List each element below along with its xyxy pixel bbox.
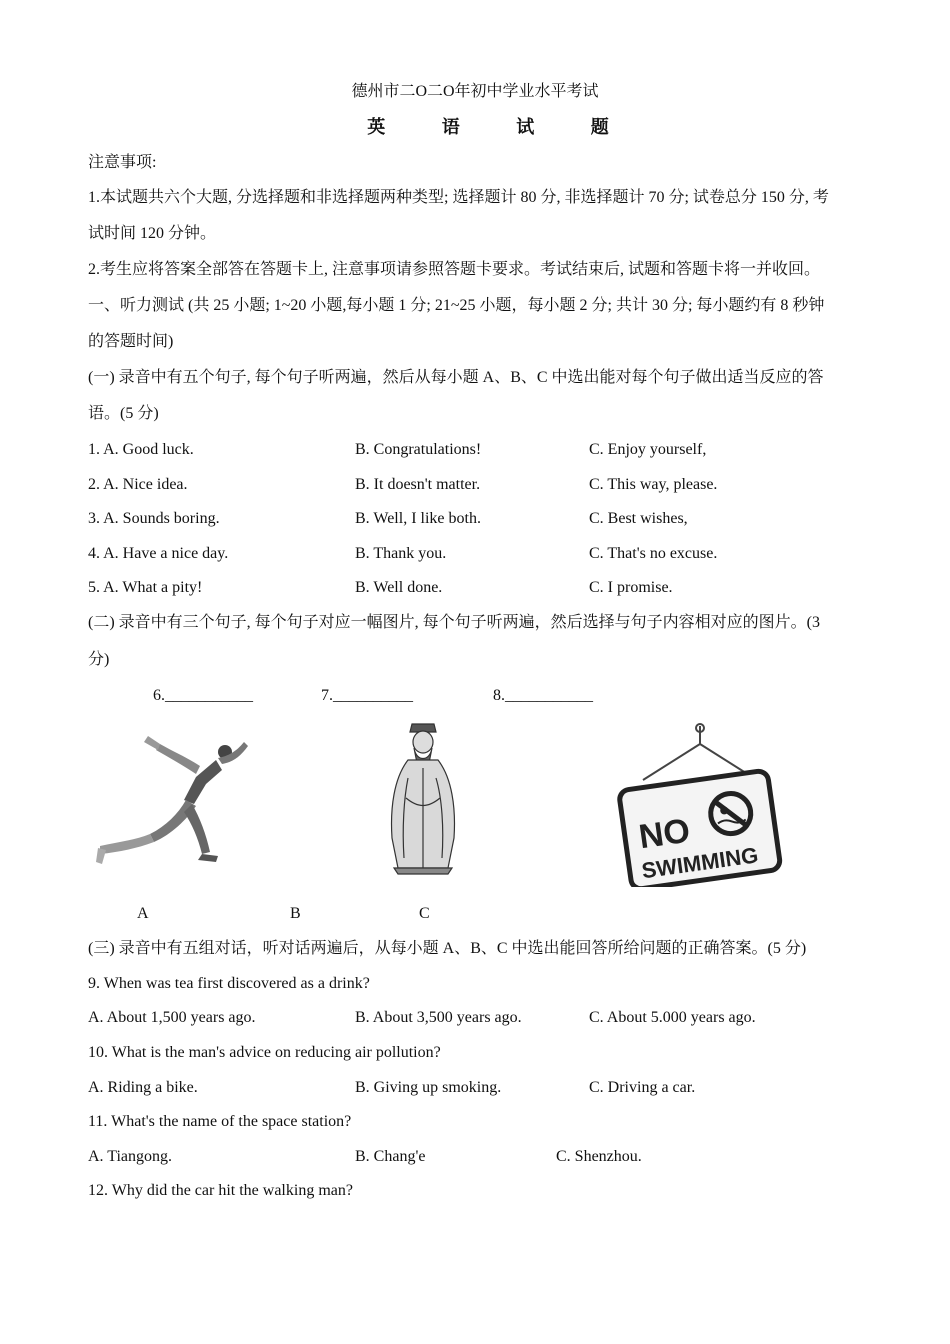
q2-option-c: C. This way, please. xyxy=(589,476,718,493)
section2-line-1: (二) 录音中有三个句子, 每个句子对应一幅图片, 每个句子听两遍，然后选择与句子内容相对应的图片。(3 xyxy=(88,614,820,631)
q11-option-c: C. Shenzhou. xyxy=(556,1148,642,1165)
blank-7: 7.__________ xyxy=(321,687,413,704)
q10-option-b: B. Giving up smoking. xyxy=(355,1079,502,1096)
section2-line-2: 分) xyxy=(88,651,110,668)
section3-line-1: (三) 录音中有五组对话，听对话两遍后，从每小题 A、B、C 中选出能回答所给问题的正确答案。(5 分) xyxy=(88,940,807,957)
q11-option-a: A. Tiangong. xyxy=(88,1148,173,1165)
notice-heading: 注意事项: xyxy=(88,154,157,171)
notice-item-1-line-2: 试时间 120 分钟。 xyxy=(88,225,217,242)
q9-option-b: B. About 3,500 years ago. xyxy=(355,1009,522,1026)
q3-option-c: C. Best wishes, xyxy=(589,510,688,527)
sign-text-swimming: SWIMMING xyxy=(640,842,760,884)
exam-subtitle: 德州市二O二O年初中学业水平考试 xyxy=(351,83,599,100)
q12-stem: 12. Why did the car hit the walking man? xyxy=(88,1182,353,1199)
q4-option-c: C. That's no excuse. xyxy=(589,545,718,562)
q11-option-b: B. Chang'e xyxy=(355,1148,426,1165)
q10-stem: 10. What is the man's advice on reducing air pollution? xyxy=(88,1044,441,1061)
q10-option-a: A. Riding a bike. xyxy=(88,1079,198,1096)
section1-line-1: (一) 录音中有五个句子, 每个句子听两遍，然后从每小题 A、B、C 中选出能对每个句子做出适当反应的答 xyxy=(88,369,824,386)
section1-line-2: 语。(5 分) xyxy=(88,405,159,422)
q9-option-c: C. About 5.000 years ago. xyxy=(589,1009,756,1026)
q9-stem: 9. When was tea first discovered as a drink? xyxy=(88,975,370,992)
no-swimming-sign-picture xyxy=(615,722,785,887)
q11-stem: 11. What's the name of the space station? xyxy=(88,1113,352,1130)
blank-6: 6.___________ xyxy=(153,687,253,704)
q5-option-c: C. I promise. xyxy=(589,579,673,596)
picture-label-c: C xyxy=(419,905,430,922)
q2-option-a: 2. A. Nice idea. xyxy=(88,476,188,493)
q1-option-a: 1. A. Good luck. xyxy=(88,441,194,458)
part1-line-1: 一、听力测试 (共 25 小题; 1~20 小题,每小题 1 分; 21~25 小题，每小题 2 分; 共计 30 分; 每小题约有 8 秒钟 xyxy=(88,297,825,314)
q4-option-b: B. Thank you. xyxy=(355,545,447,562)
exam-title: 英 语 试 题 xyxy=(367,117,635,137)
q3-option-b: B. Well, I like both. xyxy=(355,510,481,527)
q10-option-c: C. Driving a car. xyxy=(589,1079,696,1096)
q2-option-b: B. It doesn't matter. xyxy=(355,476,481,493)
blank-8: 8.___________ xyxy=(493,687,593,704)
part1-line-2: 的答题时间) xyxy=(88,333,174,350)
q5-option-a: 5. A. What a pity! xyxy=(88,579,203,596)
notice-item-1-line-1: 1.本试题共六个大题, 分选择题和非选择题两种类型; 选择题计 80 分, 非选择题计 70 分; 试卷总分 150 分, 考 xyxy=(88,189,829,206)
picture-label-b: B xyxy=(290,905,301,922)
q4-option-a: 4. A. Have a nice day. xyxy=(88,545,229,562)
picture-label-a: A xyxy=(137,905,149,922)
q3-option-a: 3. A. Sounds boring. xyxy=(88,510,220,527)
q1-option-c: C. Enjoy yourself, xyxy=(589,441,707,458)
q5-option-b: B. Well done. xyxy=(355,579,443,596)
sign-text-no: NO xyxy=(636,811,693,857)
notice-item-2: 2.考生应将答案全部答在答题卡上, 注意事项请参照答题卡要求。考试结束后, 试题和答题卡将一并收回。 xyxy=(88,261,821,278)
runner-picture xyxy=(88,722,258,882)
q9-option-a: A. About 1,500 years ago. xyxy=(88,1009,256,1026)
q1-option-b: B. Congratulations! xyxy=(355,441,482,458)
scholar-picture xyxy=(378,718,468,878)
